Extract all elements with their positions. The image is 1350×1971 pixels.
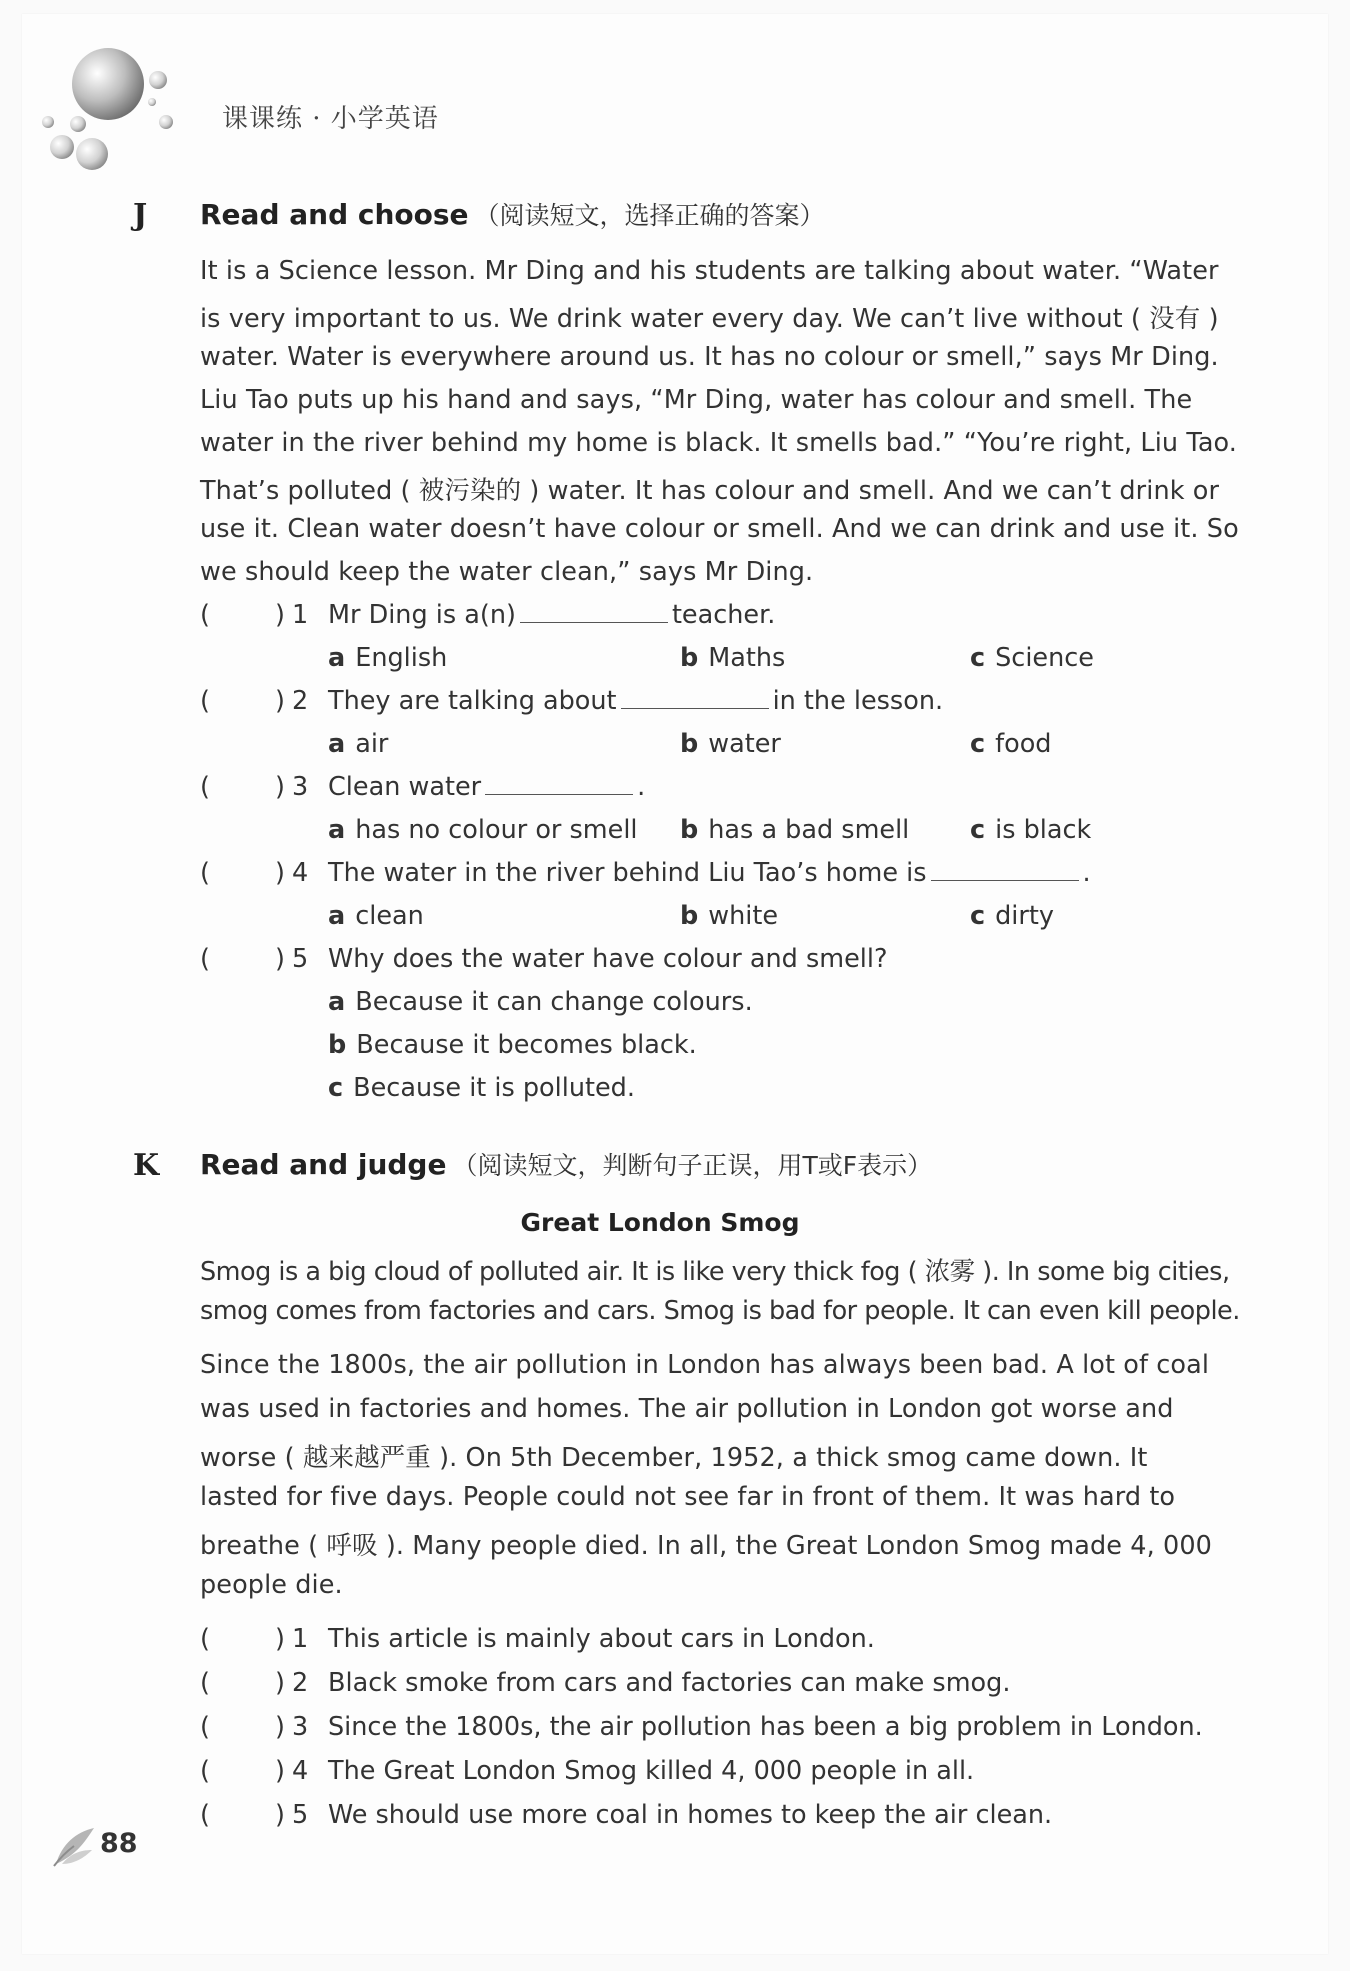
passage-line: Liu Tao puts up his hand and says, “Mr Ding, water has colour and smell. The (200, 385, 1193, 415)
answer-paren-open[interactable]: ( (200, 944, 210, 974)
question-text-after: in the lesson. (772, 686, 944, 716)
statement-text: Since the 1800s, the air pollution has been a big problem in London. (328, 1712, 1203, 1742)
answer-paren-close: ) (275, 686, 285, 716)
option-a[interactable]: a clean (328, 901, 424, 931)
option-b[interactable]: b Maths (680, 643, 786, 673)
option-a[interactable]: a air (328, 729, 389, 759)
question-text (328, 686, 943, 716)
option-a[interactable]: a has no colour or smell (328, 815, 638, 845)
statement-text: The Great London Smog killed 4, 000 people in all. (328, 1756, 975, 1786)
passage-line: It is a Science lesson. Mr Ding and his students are talking about water. “Water (200, 256, 1219, 286)
option-b[interactable]: b water (680, 729, 781, 759)
answer-paren-open[interactable]: ( (200, 1756, 210, 1786)
question-number: 3 (292, 772, 309, 802)
option-a[interactable]: a Because it can change colours. (328, 987, 753, 1017)
answer-paren-open[interactable]: ( (200, 600, 210, 630)
answer-blank[interactable] (621, 686, 769, 709)
answer-paren-open[interactable]: ( (200, 772, 210, 802)
question-text (328, 772, 645, 802)
passage-line: Since the 1800s, the air pollution in London has always been bad. A lot of coal (200, 1350, 1209, 1380)
option-c[interactable]: c dirty (970, 901, 1054, 931)
question-number: 5 (292, 944, 309, 974)
option-c[interactable]: c food (970, 729, 1052, 759)
statement-number: 3 (292, 1712, 309, 1742)
passage-line: lasted for five days. People could not see far in front of them. It was hard to (200, 1482, 1176, 1512)
answer-paren-close: ) (275, 944, 285, 974)
passage-line: is very important to us. We drink water every day. We can’t live without ( 没有 ) (200, 304, 1219, 334)
question-text-before: They are talking about (328, 686, 617, 716)
question-text: Why does the water have colour and smell? (328, 944, 888, 974)
question-text (328, 600, 775, 630)
section-j-title-cn: （阅读短文，选择正确的答案） (474, 201, 825, 230)
option-c[interactable]: c is black (970, 815, 1092, 845)
statement-number: 5 (292, 1800, 309, 1830)
option-b[interactable]: b Because it becomes black. (328, 1030, 697, 1060)
answer-paren-close: ) (275, 1712, 285, 1742)
answer-paren-open[interactable]: ( (200, 686, 210, 716)
bubbles-decoration-icon (40, 42, 190, 177)
passage-line: Smog is a big cloud of polluted air. It is like very thick fog ( 浓雾 ). In some big cities, (200, 1257, 1230, 1287)
question-text-after: teacher. (671, 600, 776, 630)
question-text-before: Clean water (328, 772, 482, 802)
section-letter-j: J (133, 198, 148, 233)
option-c[interactable]: c Because it is polluted. (328, 1073, 635, 1103)
section-j-title-en: Read and choose (200, 198, 469, 231)
option-b[interactable]: b has a bad smell (680, 815, 910, 845)
passage-line: water. Water is everywhere around us. It has no colour or smell,” says Mr Ding. (200, 342, 1219, 372)
statement-number: 2 (292, 1668, 309, 1698)
statement-number: 1 (292, 1624, 309, 1654)
answer-paren-close: ) (275, 1668, 285, 1698)
passage-line: smog comes from factories and cars. Smog is bad for people. It can even kill people. (200, 1296, 1240, 1326)
answer-paren-close: ) (275, 1800, 285, 1830)
question-number: 2 (292, 686, 309, 716)
answer-paren-close: ) (275, 772, 285, 802)
question-text-before: The water in the river behind Liu Tao’s home is (328, 858, 927, 888)
answer-paren-close: ) (275, 600, 285, 630)
answer-blank[interactable] (485, 772, 633, 795)
answer-paren-open[interactable]: ( (200, 1712, 210, 1742)
answer-paren-open[interactable]: ( (200, 1624, 210, 1654)
statement-text: We should use more coal in homes to keep the air clean. (328, 1800, 1053, 1830)
leaf-decoration-icon (52, 1824, 98, 1868)
question-text (328, 858, 1091, 888)
passage-line: That’s polluted ( 被污染的 ) water. It has colour and smell. And we can’t drink or (200, 476, 1220, 506)
passage-line: breathe ( 呼吸 ). Many people died. In all, the Great London Smog made 4, 000 (200, 1531, 1212, 1561)
statement-text: This article is mainly about cars in London. (328, 1624, 875, 1654)
answer-blank[interactable] (520, 600, 668, 623)
option-b[interactable]: b white (680, 901, 779, 931)
question-number: 4 (292, 858, 309, 888)
section-k-title-en: Read and judge (200, 1148, 447, 1181)
statement-text: Black smoke from cars and factories can make smog. (328, 1668, 1011, 1698)
question-number: 1 (292, 600, 309, 630)
statement-number: 4 (292, 1756, 309, 1786)
page-footer (52, 1824, 152, 1868)
passage-line: water in the river behind my home is black. It smells bad.” “You’re right, Liu Tao. (200, 428, 1238, 458)
page-number: 88 (100, 1828, 138, 1859)
question-text-before: Mr Ding is a(n) (328, 600, 516, 630)
answer-paren-close: ) (275, 858, 285, 888)
answer-paren-open[interactable]: ( (200, 858, 210, 888)
answer-paren-open[interactable]: ( (200, 1668, 210, 1698)
question-text-after: . (1082, 858, 1091, 888)
passage-line: people die. (200, 1570, 343, 1600)
option-c[interactable]: c Science (970, 643, 1094, 673)
answer-paren-close: ) (275, 1624, 285, 1654)
question-text-after: . (637, 772, 646, 802)
passage-line: worse ( 越来越严重 ). On 5th December, 1952, a thick smog came down. It (200, 1443, 1148, 1473)
answer-paren-close: ) (275, 1756, 285, 1786)
article-title: Great London Smog (520, 1208, 800, 1237)
passage-line: use it. Clean water doesn’t have colour or smell. And we can drink and use it. So (200, 514, 1239, 544)
option-a[interactable]: a English (328, 643, 448, 673)
section-letter-k: K (133, 1148, 160, 1183)
header-title: 课课练 · 小学英语 (222, 104, 439, 134)
section-j-title (200, 196, 825, 232)
section-k-title (200, 1146, 932, 1182)
passage-line: was used in factories and homes. The air pollution in London got worse and (200, 1394, 1174, 1424)
section-k-title-cn: （阅读短文，判断句子正误，用T或F表示） (452, 1151, 933, 1180)
answer-blank[interactable] (931, 858, 1079, 881)
passage-line: we should keep the water clean,” says Mr Ding. (200, 557, 814, 587)
answer-paren-open[interactable]: ( (200, 1800, 210, 1830)
